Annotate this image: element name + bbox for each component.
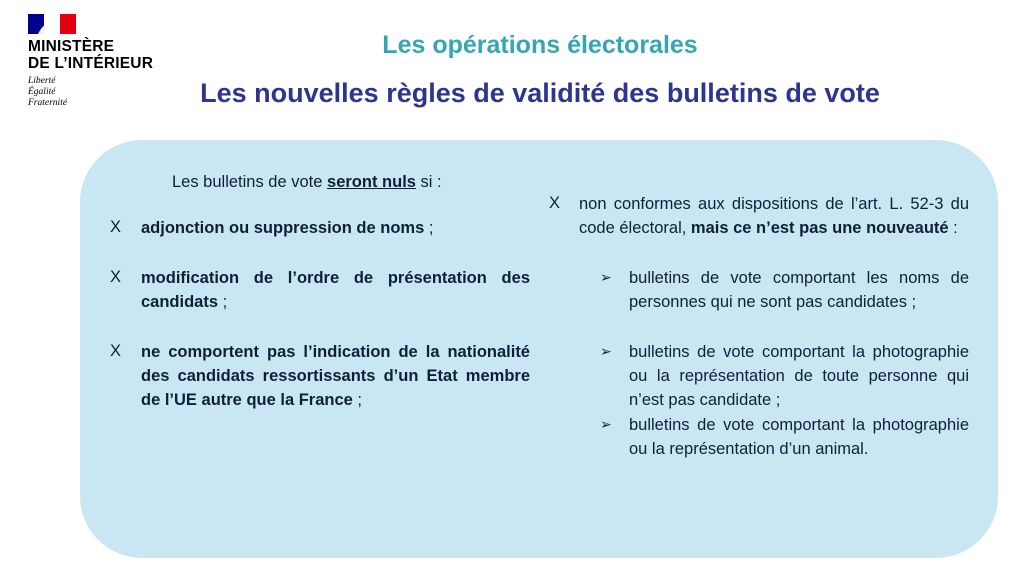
left-item-marker: X — [110, 342, 122, 360]
left-list-item: adjonction ou suppression de noms ; — [141, 219, 434, 237]
left-list-item: modification de l’ordre de présentation des candidats ; — [141, 269, 530, 311]
arrow-bullet-icon: ➢ — [600, 343, 612, 359]
page-subtitle: Les nouvelles règles de validité des bulletins de vote — [200, 78, 880, 108]
republic-motto: Liberté Égalité Fraternité — [28, 76, 68, 108]
sub-list-item: bulletins de vote comportant les noms de personnes qui ne sont pas candidates ; — [629, 269, 969, 311]
arrow-bullet-icon: ➢ — [600, 416, 612, 432]
page-title: Les opérations électorales — [382, 31, 698, 59]
intro-emphasis: seront nuls — [327, 173, 416, 191]
sub-list-item: bulletins de vote comportant la photographie ou la représentation de toute personne qui n’est pas candidate ; — [629, 343, 969, 409]
right-list-item: non conformes aux dispositions de l’art. L. 52-3 du code électoral, mais ce n’est pas une nouveauté : — [579, 195, 969, 237]
right-item-marker: X — [549, 194, 561, 212]
sub-list-item: bulletins de vote comportant la photographie ou la représentation d’un animal. — [629, 416, 969, 458]
arrow-bullet-icon: ➢ — [600, 269, 612, 285]
left-list-item: ne comportent pas l’indication de la nationalité des candidats ressortissants d’un Etat membre de l’UE autre que la France ; — [141, 343, 530, 409]
intro-text: Les bulletins de vote seront nuls si : — [172, 173, 442, 191]
left-item-marker: X — [110, 268, 122, 286]
ministry-name: MINISTÈRE DE L’INTÉRIEUR — [28, 38, 154, 72]
left-item-marker: X — [110, 218, 122, 236]
right-emphasis: mais ce n’est pas une nouveauté — [690, 219, 949, 237]
